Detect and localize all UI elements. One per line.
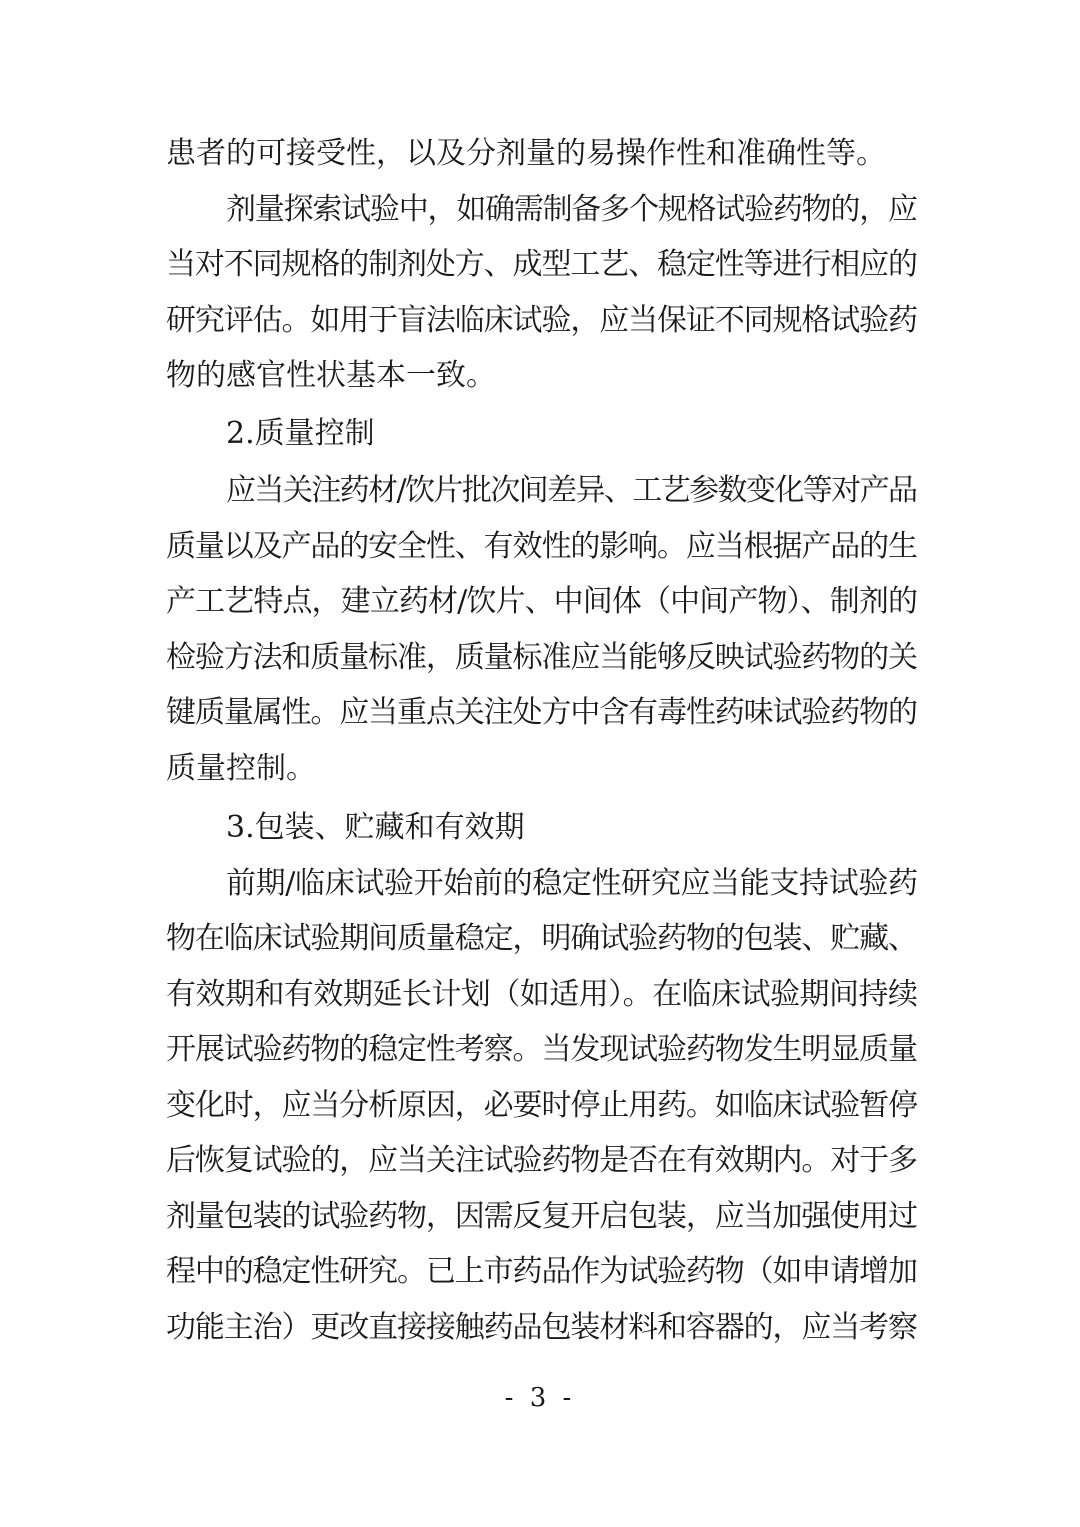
text-line: 患者的可接受性，以及分剂量的易操作性和准确性等。 — [166, 136, 886, 171]
text-line: 功能主治）更改直接接触药品包装材料和容器的，应当考察 — [166, 1310, 917, 1345]
text-line: 变化时，应当分析原因，必要时停止用药。如临床试验暂停 — [166, 1088, 917, 1123]
text-line: 剂量包装的试验药物，因需反复开启包装，应当加强使用过 — [166, 1199, 917, 1234]
text-line: 质量以及产品的安全性、有效性的影响。应当根据产品的生 — [166, 529, 917, 564]
text-line: 键质量属性。应当重点关注处方中含有毒性药味试验药物的 — [166, 695, 917, 730]
text-line: 剂量探索试验中，如确需制备多个规格试验药物的，应 — [226, 192, 917, 227]
text-line: 产工艺特点，建立药材/饮片、中间体（中间产物）、制剂的 — [166, 584, 918, 619]
text-line: 前期/临床试验开始前的稳定性研究应当能支持试验药 — [226, 866, 918, 901]
text-line: 应当关注药材/饮片批次间差异、工艺参数变化等对产品 — [226, 473, 917, 508]
text-line: 研究评估。如用于盲法临床试验，应当保证不同规格试验药 — [166, 303, 917, 338]
text-line: 当对不同规格的制剂处方、成型工艺、稳定性等进行相应的 — [166, 247, 917, 282]
section-heading: 3.包装、贮藏和有效期 — [226, 810, 525, 845]
text-line: 程中的稳定性研究。已上市药品作为试验药物（如申请增加 — [166, 1254, 917, 1289]
text-line: 检验方法和质量标准，质量标准应当能够反映试验药物的关 — [166, 640, 917, 675]
text-line: 质量控制。 — [166, 751, 316, 786]
text-line: 后恢复试验的，应当关注试验药物是否在有效期内。对于多 — [166, 1143, 917, 1178]
text-line: 开展试验药物的稳定性考察。当发现试验药物发生明显质量 — [166, 1032, 917, 1067]
page-number: - 3 - — [504, 1383, 576, 1413]
text-line: 物在临床试验期间质量稳定，明确试验药物的包装、贮藏、 — [166, 921, 917, 956]
text-line: 有效期和有效期延长计划（如适用）。在临床试验期间持续 — [166, 977, 918, 1012]
text-line: 物的感官性状基本一致。 — [166, 358, 496, 393]
section-heading: 2.质量控制 — [226, 416, 375, 451]
